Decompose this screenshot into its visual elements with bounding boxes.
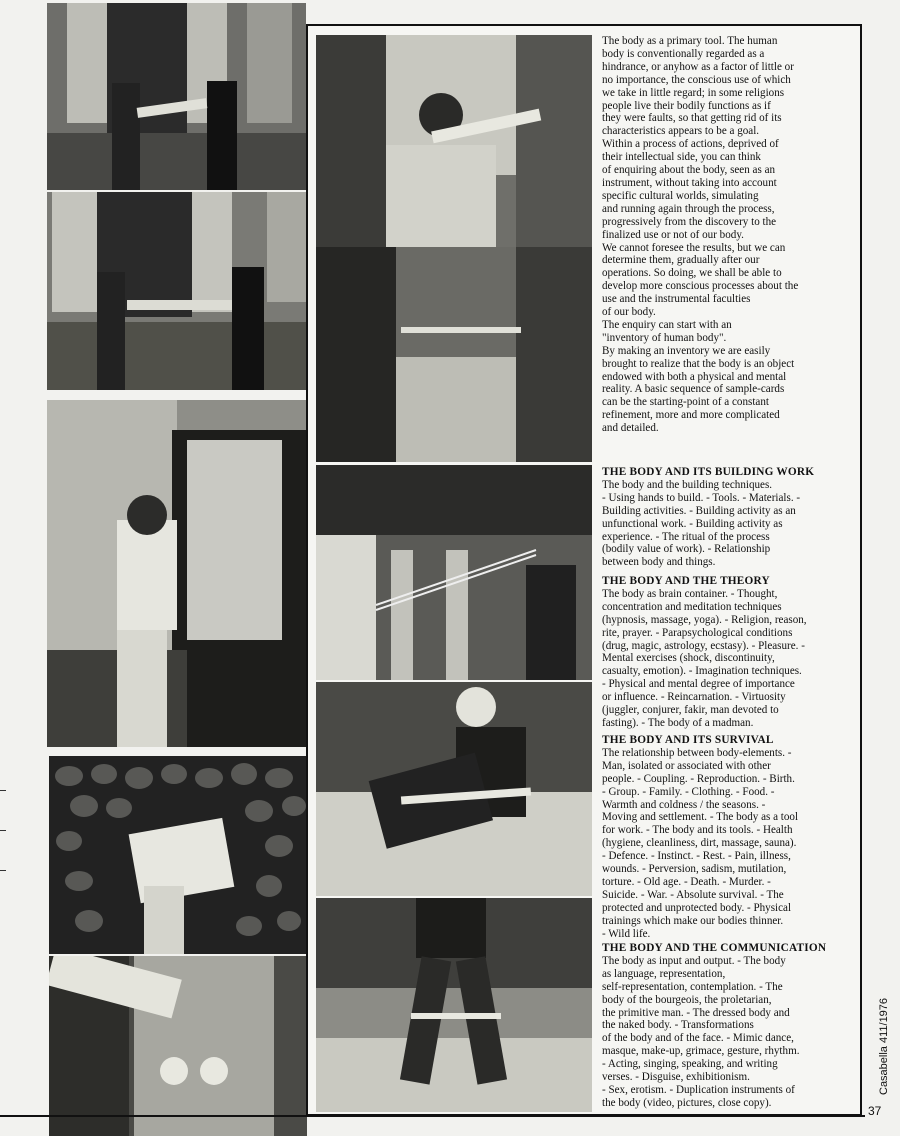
margin-mark — [0, 790, 6, 791]
section-survival — [602, 734, 856, 941]
intro-line: use and the instrumental faculties — [602, 293, 751, 306]
photo-porch-arches — [316, 465, 592, 680]
publication-caption: Casabella 411/1976 — [878, 997, 890, 1095]
intro-line: characteristics appears to be a goal. — [602, 125, 760, 138]
photo-man-seated-banded-image — [316, 682, 592, 896]
photo-hand-on-door — [49, 956, 307, 1136]
photo-bearded-man-street-image — [316, 35, 592, 247]
section-line: experience. - The ritual of the process — [602, 530, 770, 543]
section-line: The body as input and output. - The body — [602, 954, 786, 967]
section-line: between body and things. — [602, 556, 716, 569]
section-line: The relationship between body-elements. - — [602, 746, 792, 759]
section-line: Building activities. - Building activity as an — [602, 504, 796, 517]
section-line: torture. - Old age. - Death. - Murder. - — [602, 875, 771, 888]
section-line: the naked body. - Transformations — [602, 1019, 754, 1032]
section-line: wounds. - Perversion, sadism, mutilation, — [602, 863, 787, 876]
section-line: self-representation, contemplation. - The — [602, 980, 783, 993]
intro-line: "inventory of human body". — [602, 331, 727, 344]
intro-line: The enquiry can start with an — [602, 318, 732, 331]
section-line: fasting). - The body of a madman. — [602, 716, 754, 729]
intro-line: develop more conscious processes about the — [602, 280, 799, 293]
photo-two-men-exchange — [316, 247, 592, 462]
intro-line: brought to realize that the body is an object — [602, 357, 795, 370]
section-line: (drug, magic, astrology, ecstasy). - Pleasure. - — [602, 639, 805, 652]
section-communication — [602, 942, 856, 1110]
section-line: The body and the building techniques. — [602, 478, 773, 491]
section-line: Moving and settlement. - The body as a tool — [602, 811, 799, 824]
section-line: (hygiene, cleanliness, dirt, massage, sauna). — [602, 837, 797, 850]
section-line: - Defence. - Instinct. - Rest. - Pain, illness, — [602, 850, 791, 863]
section-line: concentration and meditation techniques — [602, 600, 782, 613]
margin-mark — [0, 870, 6, 871]
intro-line: body is conventionally regarded as a — [602, 47, 765, 60]
section-theory — [602, 575, 856, 730]
section-line: - Sex, erotism. - Duplication instruments of — [602, 1083, 795, 1096]
intro-line: and running again through the process, — [602, 202, 775, 215]
margin-mark — [0, 830, 6, 831]
section-line: for work. - The body and its tools. - Health — [602, 824, 793, 837]
section-building-work — [602, 466, 856, 569]
section-line: the body (video, pictures, close copy). — [602, 1096, 772, 1109]
section-line: masque, make-up, grimace, gesture, rhythm. — [602, 1045, 800, 1058]
section-line: (bodily value of work). - Relationship — [602, 543, 771, 556]
section-line: Suicide. - War. - Absolute survival. - The — [602, 888, 784, 901]
section-line: Warmth and coldness / the seasons. - — [602, 798, 766, 811]
section-line: unfunctional work. - Building activity as — [602, 517, 783, 530]
section-line: (hypnosis, massage, yoga). - Religion, reason, — [602, 613, 807, 626]
section-line: - Physical and mental degree of importance — [602, 678, 795, 691]
photo-man-standing-legs-image — [316, 898, 592, 1112]
section-line: verses. - Disguise, exhibitionism. — [602, 1071, 750, 1084]
section-line: protected and unprotected body. - Physical — [602, 901, 792, 914]
section-line: - Group. - Family. - Clothing. - Food. - — [602, 785, 775, 798]
section-line: Mental exercises (shock, discontinuity, — [602, 652, 775, 665]
intro-line: The body as a primary tool. The human — [602, 35, 778, 47]
intro-line: hindrance, or anyhow as a factor of little or — [602, 60, 794, 73]
section-heading: THE BODY AND ITS BUILDING WORK — [602, 466, 815, 478]
section-heading: THE BODY AND THE THEORY — [602, 575, 770, 587]
photo-woman-at-door-image — [47, 400, 307, 747]
intro-line: operations. So doing, we shall be able to — [602, 267, 782, 280]
page-number: 37 — [868, 1104, 882, 1118]
intro-line: refinement, more and more complicated — [602, 409, 780, 422]
section-line: body of the bourgeois, the proletarian, — [602, 993, 772, 1006]
section-heading: THE BODY AND THE COMMUNICATION — [602, 942, 827, 954]
section-line: the primitive man. - The dressed body and — [602, 1006, 790, 1019]
intro-line: determine them, gradually after our — [602, 254, 760, 267]
intro-line: their intellectual side, you can think — [602, 151, 761, 164]
intro-line: no importance, the conscious use of which — [602, 73, 791, 86]
section-line: as language, representation, — [602, 967, 726, 980]
section-line: - Using hands to build. - Tools. - Materials. - — [602, 491, 801, 504]
photo-window-two-men-top — [47, 3, 306, 190]
intro-line: By making an inventory we are easily — [602, 344, 771, 357]
intro-line: endowed with both a physical and mental — [602, 370, 787, 383]
photo-hand-on-door-image — [49, 956, 307, 1136]
bottom-rule — [0, 1115, 865, 1117]
section-line: people. - Coupling. - Reproduction. - Birth. — [602, 772, 795, 785]
intro-line: finalized use or not of our body. — [602, 228, 744, 241]
photo-woman-at-door — [47, 400, 307, 747]
photo-two-men-exchange-image — [316, 247, 592, 462]
section-line: The body as brain container. - Thought, — [602, 587, 778, 600]
section-line: - Acting, singing, speaking, and writing — [602, 1058, 778, 1071]
section-line: of the body and of the face. - Mimic dance, — [602, 1032, 794, 1045]
section-line: (juggler, conjurer, fakir, man devoted to — [602, 704, 779, 717]
intro-line: We cannot foresee the results, but we can — [602, 241, 786, 254]
section-line: casualty, emotion). - Imagination techniques. — [602, 665, 802, 678]
photo-man-standing-legs — [316, 898, 592, 1112]
intro-line: specific cultural worlds, simulating — [602, 189, 759, 202]
section-line: Man, isolated or associated with other — [602, 759, 771, 772]
intro-line: can be the starting-point of a constant — [602, 396, 769, 409]
intro-line: people live their bodily functions as if — [602, 99, 771, 112]
intro-line: instrument, without taking into account — [602, 176, 777, 189]
photo-bearded-man-street — [316, 35, 592, 247]
intro-line: Within a process of actions, deprived of — [602, 138, 779, 151]
photo-window-two-men-bottom — [47, 192, 306, 390]
photo-hand-on-stones — [49, 756, 307, 954]
intro-line: progressively from the discovery to the — [602, 215, 777, 228]
intro-line: they were faults, so that getting rid of its — [602, 112, 782, 125]
section-line: rite, prayer. - Parapsychological conditions — [602, 626, 793, 639]
intro-line: and detailed. — [602, 422, 659, 435]
intro-line: reality. A basic sequence of sample-cards — [602, 383, 785, 396]
section-line: or influence. - Reincarnation. - Virtuosity — [602, 691, 786, 704]
section-line: trainings which make our bodies thinner. — [602, 914, 784, 927]
publication-sidebar — [866, 990, 890, 1100]
photo-window-two-men-top-image — [47, 3, 306, 190]
intro-text — [602, 35, 856, 435]
photo-porch-arches-image — [316, 465, 592, 680]
intro-line: of our body. — [602, 306, 656, 319]
intro-line: we take in little regard; in some religions — [602, 86, 785, 99]
photo-window-two-men-bottom-image — [47, 192, 306, 390]
intro-line: of enquiring about the body, seen as an — [602, 164, 776, 177]
photo-man-seated-banded — [316, 682, 592, 896]
section-heading: THE BODY AND ITS SURVIVAL — [602, 734, 774, 746]
photo-hand-on-stones-image — [49, 756, 307, 954]
section-line: - Wild life. — [602, 927, 651, 940]
